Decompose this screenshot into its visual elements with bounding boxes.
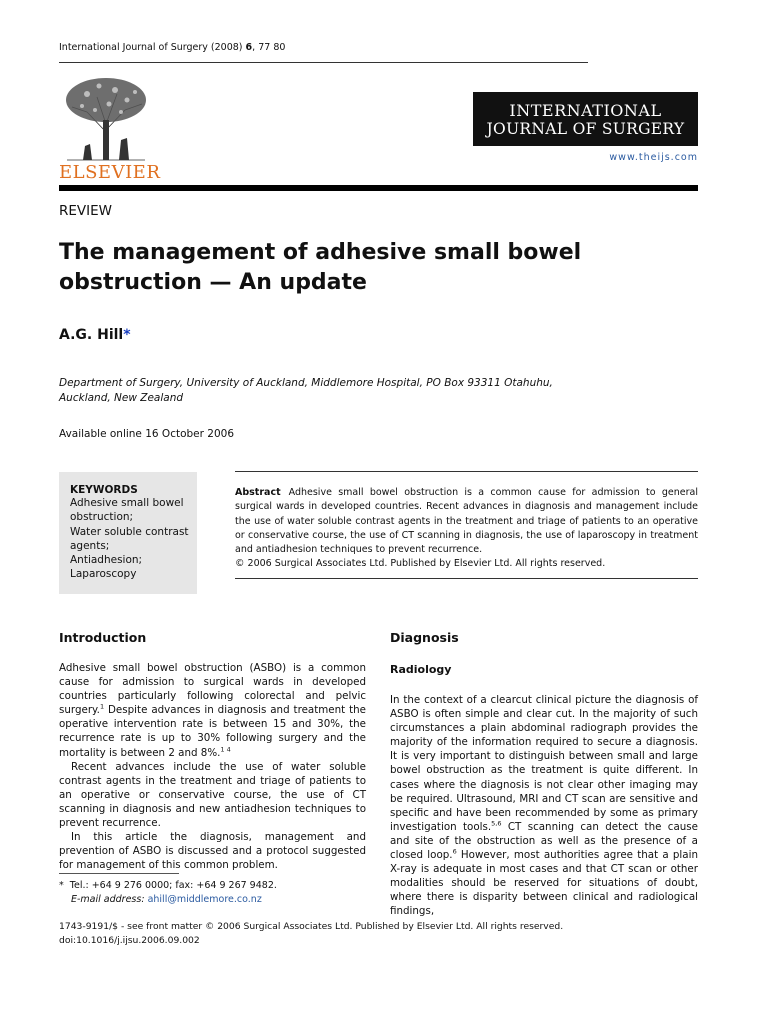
author-footnote-mark[interactable]: * bbox=[123, 327, 131, 343]
abstract-label: Abstract bbox=[235, 487, 281, 498]
paragraph bbox=[390, 693, 698, 919]
text-run: However, most authorities agree that a plain X-ray is adequate in most cases and that CT scan or other modalities should be reserved for situations of doubt, where there is disparity between clinical and radiological findings, bbox=[390, 849, 698, 918]
journal-name-line1: INTERNATIONAL bbox=[509, 101, 662, 120]
abstract bbox=[235, 486, 698, 572]
keyword-item: Adhesive small bowel bbox=[70, 497, 184, 509]
header-thick-rule bbox=[59, 185, 698, 191]
journal-pages: , 77 80 bbox=[252, 42, 286, 53]
text-run: Adhesive small bowel obstruction (ASBO) is a common cause for admission to surgical wards in developed countries particularly following colorectal and pelvic surgery. bbox=[59, 662, 366, 717]
issn-line: 1743-9191/$ - see front matter © 2006 Surgical Associates Ltd. Published by Elsevier Ltd. All rights reserved. bbox=[59, 921, 564, 932]
paragraph: In this article the diagnosis, management and prevention of ASBO is discussed and a protocol suggested for management of this common problem. bbox=[59, 831, 366, 872]
text-run: CT scanning can detect the cause and site of the obstruction as well as the presence of a closed loop. bbox=[390, 820, 698, 862]
available-online-date: Available online 16 October 2006 bbox=[59, 428, 235, 440]
keyword-item: Water soluble contrast bbox=[70, 525, 189, 538]
keywords-heading: KEYWORDS bbox=[70, 484, 138, 496]
diagnosis-heading: Diagnosis bbox=[390, 630, 459, 645]
text-run: Despite advances in diagnosis and treatment the operative intervention rate is between 15 and 30%, the recurrence rate is up to 30% following surgery and the mortality is between 2 and 8%. bbox=[59, 704, 366, 759]
affiliation-line: Auckland, New Zealand bbox=[59, 392, 184, 404]
abstract-top-rule bbox=[235, 471, 698, 472]
journal-title-box bbox=[473, 92, 698, 146]
citation-ref[interactable]: 6 bbox=[452, 847, 457, 856]
radiology-subheading: Radiology bbox=[390, 663, 452, 676]
affiliation-line: Department of Surgery, University of Auckland, Middlemore Hospital, PO Box 93311 Otahuhu, bbox=[59, 377, 553, 389]
footnote-rule bbox=[59, 873, 179, 874]
paragraph bbox=[59, 661, 366, 760]
publication-info bbox=[59, 920, 563, 949]
introduction-body bbox=[59, 661, 366, 872]
keyword-item: agents; bbox=[70, 539, 110, 552]
header-rule bbox=[59, 62, 588, 63]
citation-ref[interactable]: 5,6 bbox=[491, 819, 502, 828]
elsevier-tree-logo bbox=[57, 72, 155, 162]
keyword-item: Antiadhesion; bbox=[70, 554, 143, 567]
article-type: REVIEW bbox=[59, 203, 113, 219]
paragraph: Recent advances include the use of water soluble contrast agents in the treatment and triage of patients to an operative or conservative course, the use of CT scanning in diagnosis and new antiadhesion techniques to prevent recurrence. bbox=[59, 760, 366, 830]
email-link[interactable]: ahill@middlemore.co.nz bbox=[147, 894, 262, 905]
keyword-item: obstruction; bbox=[70, 511, 134, 524]
journal-citation: International Journal of Surgery (2008) bbox=[59, 42, 243, 53]
journal-name-line2: JOURNAL OF SURGERY bbox=[486, 120, 685, 138]
introduction-heading: Introduction bbox=[59, 630, 147, 645]
affiliation bbox=[59, 376, 619, 406]
abstract-copyright: © 2006 Surgical Associates Ltd. Published by Elsevier Ltd. All rights reserved. bbox=[235, 558, 606, 570]
citation-ref[interactable]: 1 bbox=[99, 702, 105, 711]
article-title: The management of adhesive small bowel obstruction — An update bbox=[59, 240, 582, 295]
diagnosis-body bbox=[390, 693, 698, 919]
footnote-contact: Tel.: +64 9 276 0000; fax: +64 9 267 9482. bbox=[69, 880, 277, 891]
footnote bbox=[59, 879, 277, 907]
citation-ref[interactable]: 1 4 bbox=[220, 745, 231, 754]
text-run: In the context of a clearcut clinical picture the diagnosis of ASBO is often simple and clear cut. In the majority of such circumstances a plain abdominal radiograph provides the majority of the information required to secure a diagnosis. It is very important to distinguish between small and large bowel obstruction as the treatment is quite different. In cases where the diagnosis is not clear other imaging may be required. Ultrasound, MRI and CT scan are sensitive and specific and have been recommended by some as primary investigation tools. bbox=[390, 694, 698, 833]
keywords-box bbox=[59, 472, 197, 594]
running-head bbox=[59, 42, 285, 53]
journal-volume: 6 bbox=[245, 42, 253, 53]
abstract-bottom-rule bbox=[235, 578, 698, 579]
abstract-text: Adhesive small bowel obstruction is a common cause for admission to general surgical wards in developed countries. Recent advances in diagnosis and management include the use of water soluble contrast agents in the treatment and triage of patients to an operative or conservative course, the use of CT scanning in diagnosis, the use of laparoscopy in treatment and antiadhesion techniques to prevent recurrence. bbox=[235, 487, 698, 556]
doi-link[interactable]: doi:10.1016/j.ijsu.2006.09.002 bbox=[59, 935, 200, 947]
publisher-logo-text: ELSEVIER bbox=[59, 162, 161, 183]
email-label: E-mail address: bbox=[71, 894, 145, 905]
keyword-item: Laparoscopy bbox=[70, 568, 137, 581]
footnote-mark: * bbox=[59, 880, 64, 891]
author-name: A.G. Hill bbox=[59, 327, 124, 343]
journal-url-link[interactable]: www.theijs.com bbox=[609, 152, 698, 163]
author-line bbox=[59, 327, 131, 343]
